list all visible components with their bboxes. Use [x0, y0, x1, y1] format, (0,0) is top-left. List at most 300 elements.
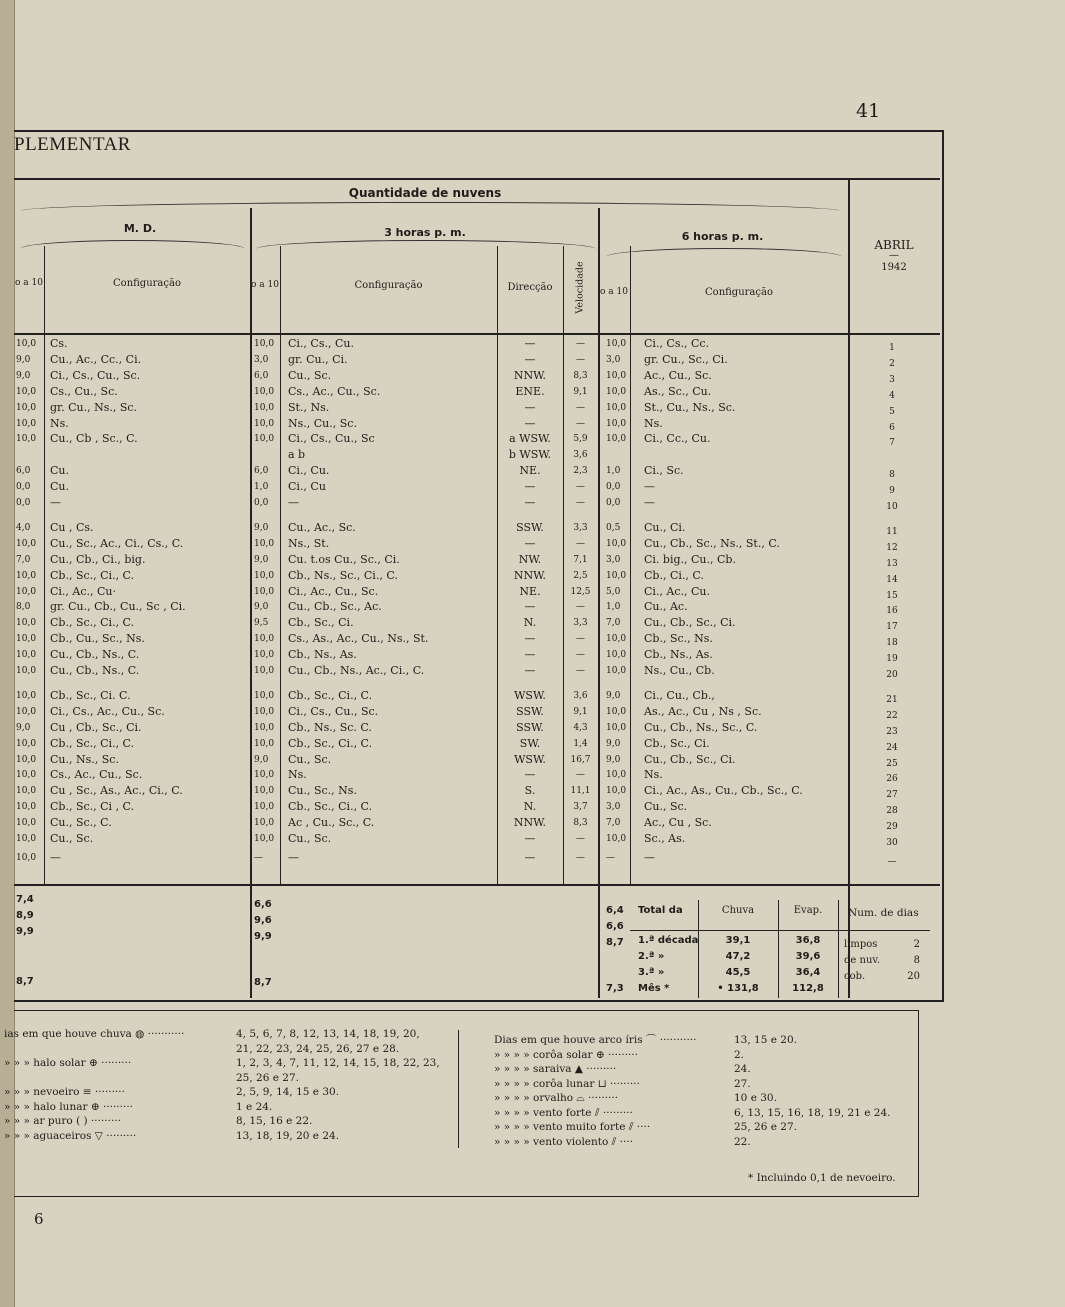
md-config: Cu.	[50, 480, 69, 494]
md-amount: 9,0	[16, 370, 31, 381]
legend-value: 10 e 30.	[734, 1092, 777, 1104]
h6-config: Ci., Ac., As., Cu., Cb., Sc., C.	[644, 784, 803, 798]
summary-md: 9,9	[16, 926, 34, 937]
h3-direction: WSW.	[514, 752, 546, 766]
h3-config: Cu., Sc.	[288, 368, 332, 382]
evap-value: 112,8	[792, 983, 824, 994]
h6-config: Cu., Sc.	[644, 800, 688, 814]
h6-amount: 10,0	[606, 370, 627, 381]
h3-amount: 10,0	[254, 402, 275, 413]
h3-amount: 10,0	[254, 634, 275, 645]
h3-direction: SSW.	[516, 720, 544, 734]
h6-amount: 10,0	[606, 386, 627, 397]
day-number: 4	[889, 390, 895, 401]
summary-3h: 9,9	[254, 931, 272, 942]
md-config: Cu , Cb., Sc., Ci.	[50, 720, 142, 734]
decade-label: Mês *	[638, 983, 670, 994]
h3-velocity: 12,5	[570, 586, 591, 597]
legend-value: 13, 18, 19, 20 e 24.	[236, 1129, 340, 1142]
md-config: Cu., Ns., Sc.	[50, 752, 119, 766]
h3-config: Cu., Cb., Ns., Ac., Ci., C.	[288, 664, 425, 677]
h6-config: Ns., Cu., Cb.	[644, 664, 715, 677]
h6-amount: 9,0	[606, 738, 621, 749]
h3-config: Cb., Ns., Sc., Ci., C.	[288, 568, 398, 582]
h3-amount: 9,0	[254, 754, 269, 765]
h6-amount: 10,0	[606, 770, 627, 781]
summary-3h: 8,7	[254, 977, 272, 988]
h3-velocity: 11,1	[570, 786, 591, 797]
md-amount: 10,0	[16, 618, 37, 629]
h3-velocity: 3,3	[573, 618, 588, 629]
h6-amount: 10,0	[606, 570, 627, 581]
h6-amount: 10,0	[606, 706, 627, 717]
h6-amount: 0,5	[606, 522, 621, 533]
md-config: Cb., Sc., Ci , C.	[50, 800, 135, 814]
summary-rule	[630, 930, 840, 931]
header-year: 1942	[881, 262, 907, 273]
legend-label: » » » halo lunar ⊕ ·········	[4, 1100, 133, 1113]
h3-direction: NE.	[519, 584, 541, 598]
limpos-value: 2	[913, 939, 920, 950]
h6-config: Ns.	[644, 416, 663, 430]
h3-velocity: —	[576, 650, 585, 661]
md-config: gr. Cu., Cb., Cu., Sc , Ci.	[50, 600, 186, 614]
md-amount: 10,0	[16, 786, 37, 797]
h6-amount: 10,0	[606, 786, 627, 797]
h6-amount: 10,0	[606, 634, 627, 645]
day-number: 1	[889, 343, 895, 353]
h3-amount: 9,5	[254, 618, 269, 629]
h3-direction: —	[524, 496, 536, 509]
md-config: Cu , Sc., As., Ac., Ci., C.	[50, 784, 183, 798]
md-amount: 10,0	[16, 402, 37, 413]
evap-value: 39,6	[795, 951, 821, 962]
md-amount: 10,0	[16, 570, 37, 581]
md-config: Cs., Cu., Sc.	[50, 384, 118, 398]
day-number: —	[887, 856, 897, 867]
h6-config: Cb., Ci., C.	[644, 568, 704, 582]
h6-config: Ci., Sc.	[644, 464, 684, 478]
day-number: 11	[886, 526, 898, 537]
md-config: Cb., Sc., Ci., C.	[50, 568, 135, 582]
h3-velocity: 7,1	[573, 554, 588, 565]
header-scale: o a 10	[15, 278, 43, 288]
legend-label: » » » » saraiva ▲ ·········	[494, 1063, 617, 1075]
h6-amount: 7,0	[606, 818, 621, 829]
h3-direction: —	[524, 352, 536, 366]
day-number: 16	[886, 606, 898, 617]
h6-amount: 0,0	[606, 498, 621, 508]
md-config: gr. Cu., Ns., Sc.	[50, 400, 138, 414]
h3-config: Ns., Cu., Sc.	[288, 416, 357, 430]
summary-md: 8,7	[16, 976, 34, 987]
h3-direction: —	[524, 337, 536, 350]
h6-amount: 10,0	[606, 339, 627, 349]
chuva-value: 39,1	[725, 935, 751, 946]
legend-value: 25, 26 e 27.	[734, 1121, 797, 1133]
md-amount: 10,0	[16, 666, 37, 676]
h3-config: Cb., Sc., Ci., C.	[288, 688, 373, 702]
md-amount: 0,0	[16, 482, 31, 493]
h3-velocity: —	[576, 834, 585, 844]
day-number: 7	[889, 438, 895, 449]
md-amount: 10,0	[16, 339, 37, 349]
col-rule	[250, 208, 252, 998]
main-table-frame	[14, 130, 944, 1002]
h3-config: Cb., Ns., Sc. C.	[288, 720, 372, 734]
h3-direction: NNW.	[513, 816, 547, 830]
h6-config: As., Sc., Cu.	[644, 384, 712, 398]
h6-config: Ci., Ac., Cu.	[644, 584, 711, 598]
legend-label: » » » » orvalho ⌓ ·········	[494, 1092, 619, 1104]
md-amount: 10,0	[16, 538, 37, 549]
md-amount: 10,0	[16, 418, 37, 429]
h3-direction: NNW.	[513, 568, 547, 582]
legend-label: Dias em que houve arco íris ⌒ ···········	[494, 1034, 697, 1046]
h3-amount: 10,0	[254, 538, 275, 549]
h6-amount: 9,0	[606, 690, 621, 701]
h3-config: Ci., Cu	[288, 480, 326, 494]
legend-value: 4, 5, 6, 7, 8, 12, 13, 14, 18, 19, 20,	[236, 1028, 420, 1040]
h6-config: Cu., Cb., Sc., Ci.	[644, 616, 736, 630]
legend-label: » » » » vento muito forte ⫽ ····	[494, 1121, 651, 1133]
h3-amount: 0,0	[254, 498, 269, 508]
h3-direction: —	[524, 832, 536, 845]
day-number: 21	[886, 694, 898, 705]
day-number: 29	[886, 822, 898, 833]
day-number: 9	[889, 486, 895, 497]
page-title: PLEMENTAR	[14, 134, 131, 155]
h3-config: gr. Cu., Ci.	[288, 352, 348, 366]
h6-config: Ci., Cc., Cu.	[644, 432, 711, 446]
h3-amount: 9,0	[254, 554, 269, 565]
legend-value: 22.	[734, 1135, 751, 1148]
h3-config: Cb., Sc., Ci.	[288, 616, 354, 630]
md-config: Ci., Cs., Cu., Sc.	[50, 368, 141, 382]
h3-direction: —	[524, 480, 536, 494]
legend-value: 2, 5, 9, 14, 15 e 30.	[236, 1086, 340, 1098]
legend-label: ias em que houve chuva ◍ ···········	[4, 1028, 185, 1040]
col-rule	[280, 246, 281, 884]
h6-config: Cu., Ci.	[644, 520, 686, 534]
md-config: Cu., Cb , Sc., C.	[50, 432, 138, 446]
h3-amount: 10,0	[254, 690, 275, 701]
h3-direction: b WSW.	[508, 448, 552, 462]
h3-direction: N.	[523, 800, 537, 814]
md-amount: 7,0	[16, 554, 31, 565]
legend-label: » » » » vento forte ⫽ ·········	[494, 1106, 633, 1119]
decade-label: 1.ª década	[638, 935, 699, 946]
md-config: Cu., Sc.	[50, 832, 94, 845]
h3-direction: —	[524, 850, 536, 864]
legend-value: 27.	[734, 1077, 751, 1090]
day-number: 17	[886, 622, 898, 633]
h3-direction: NE.	[519, 464, 541, 478]
h6-config: Ci. big., Cu., Cb.	[644, 552, 736, 566]
h6-config: Ci., Cs., Cc.	[644, 337, 710, 350]
h6-config: Cu., Cb., Ns., Sc., C.	[644, 720, 758, 734]
h3-amount: 9,0	[254, 522, 269, 533]
md-config: Cu., Cb., Ci., big.	[50, 552, 146, 566]
h3-velocity: —	[576, 339, 585, 349]
day-number: 26	[886, 774, 898, 785]
total-label: Total da	[638, 905, 683, 916]
day-number: 19	[886, 654, 898, 665]
h3-velocity: 1,4	[573, 738, 588, 749]
h6-amount: 10,0	[606, 834, 627, 844]
legend-value: 25, 26 e 27.	[236, 1071, 299, 1084]
header-scale: o a 10	[600, 287, 628, 297]
h6-config: St., Cu., Ns., Sc.	[644, 400, 736, 414]
h3-direction: —	[524, 768, 536, 782]
md-amount: 10,0	[16, 802, 37, 813]
h6-config: As., Ac., Cu , Ns , Sc.	[644, 704, 762, 718]
legend-value: 21, 22, 23, 24, 25, 26, 27 e 28.	[236, 1042, 400, 1055]
h3-config: a b	[288, 448, 306, 462]
md-config: Cu., Cb., Ns., C.	[50, 648, 140, 662]
h3-direction: —	[524, 648, 536, 662]
day-column-rule	[848, 180, 850, 998]
legend-value: 6, 13, 15, 16, 18, 19, 21 e 24.	[734, 1106, 891, 1119]
day-number: 10	[886, 502, 898, 512]
header-dash: —	[889, 250, 899, 261]
col-rule	[630, 246, 631, 884]
md-config: —	[50, 496, 61, 509]
h3-velocity: 3,3	[573, 522, 588, 533]
md-config: Cu., Sc., Ac., Ci., Cs., C.	[50, 536, 184, 550]
md-amount: 10,0	[16, 386, 37, 397]
h3-direction: a WSW.	[509, 432, 551, 446]
day-number: 30	[886, 838, 898, 848]
h6-amount: 10,0	[606, 418, 627, 429]
h6-amount: 10,0	[606, 722, 627, 733]
h3-velocity: 2,3	[573, 466, 588, 477]
h6-amount: —	[606, 852, 615, 863]
page-number: 41	[856, 100, 881, 122]
header-direccao: Direcção	[507, 282, 553, 293]
chuva-header: Chuva	[721, 905, 755, 916]
h6-config: Cb., Sc., Ci.	[644, 736, 710, 750]
cob-label: cob.	[844, 971, 866, 982]
h6-amount: 7,0	[606, 618, 621, 629]
md-config: Ci., Cs., Ac., Cu., Sc.	[50, 704, 165, 718]
h3-velocity: 5,9	[573, 434, 588, 445]
header-month: ABRIL	[874, 238, 914, 252]
h6-config: gr. Cu., Sc., Ci.	[644, 352, 728, 366]
summary-rule	[840, 930, 930, 931]
md-config: Cu , Cs.	[50, 520, 94, 534]
h3-config: Cu., Sc.	[288, 832, 332, 845]
summary-rule	[778, 900, 779, 998]
h6-config: Ns.	[644, 768, 663, 782]
h3-velocity: —	[576, 482, 585, 493]
denuv-label: de nuv.	[844, 955, 881, 966]
h3-config: Ac , Cu., Sc., C.	[288, 816, 375, 830]
legend-value: 2.	[734, 1048, 745, 1061]
h3-config: Ci., Ac., Cu., Sc.	[288, 584, 379, 598]
day-number: 22	[886, 710, 898, 721]
h3-config: —	[288, 850, 299, 864]
h3-amount: 10,0	[254, 802, 275, 813]
legend-label: » » » halo solar ⊕ ·········	[4, 1057, 132, 1069]
md-config: Cs., Ac., Cu., Sc.	[50, 768, 143, 782]
h6-config: —	[644, 496, 655, 509]
h3-velocity: 3,7	[573, 802, 588, 813]
md-config: Cu.	[50, 464, 69, 478]
md-amount: 10,0	[16, 738, 37, 749]
h3-config: Cu., Ac., Sc.	[288, 520, 356, 534]
md-amount: 10,0	[16, 634, 37, 645]
h3-velocity: —	[576, 498, 585, 508]
md-amount: 6,0	[16, 466, 31, 477]
h3-config: Cs., As., Ac., Cu., Ns., St.	[288, 632, 429, 646]
limpos-label: limpos	[844, 939, 878, 950]
h6-amount: 9,0	[606, 754, 621, 765]
legend-value: 1, 2, 3, 4, 7, 11, 12, 14, 15, 18, 22, 23,	[236, 1057, 440, 1069]
h3-direction: —	[524, 416, 536, 430]
legend-label: » » » aguaceiros ▽ ·········	[4, 1129, 137, 1142]
chuva-value: 47,2	[725, 951, 751, 962]
denuv-value: 8	[913, 955, 920, 966]
h3-amount: 10,0	[254, 570, 275, 581]
legend-label: » » » ar puro ( ) ·········	[4, 1115, 121, 1127]
h3-direction: SSW.	[516, 704, 544, 718]
h3-config: Cb., Ns., As.	[288, 648, 357, 662]
header-6h: 6 horas p. m.	[681, 230, 764, 243]
day-number: 6	[889, 422, 895, 433]
h6-config: Cu., Cb., Sc., Ns., St., C.	[644, 536, 780, 550]
h3-direction: NW.	[518, 552, 542, 566]
md-amount: 10,0	[16, 434, 37, 445]
summary-md: 8,9	[16, 910, 34, 921]
h3-amount: 10,0	[254, 786, 275, 797]
num-dias-header: Num. de dias	[848, 907, 919, 919]
h6-amount: 10,0	[606, 434, 627, 445]
chuva-value: • 131,8	[717, 983, 759, 994]
legend-label: » » » nevoeiro ≡ ·········	[4, 1086, 125, 1098]
day-number: 27	[886, 790, 898, 801]
day-number: 2	[889, 358, 895, 369]
h3-direction: WSW.	[514, 688, 546, 702]
legend-label: » » » » vento violento ⫽ ····	[494, 1135, 634, 1148]
day-number: 8	[889, 470, 895, 481]
md-amount: 10,0	[16, 690, 37, 701]
h3-direction: —	[524, 664, 536, 677]
h3-velocity: 2,5	[573, 570, 588, 581]
day-number: 25	[886, 758, 898, 769]
evap-header: Evap.	[793, 905, 823, 916]
day-number: 18	[886, 638, 898, 649]
summary-6h: 6,6	[606, 921, 624, 932]
h6-config: —	[644, 480, 655, 494]
h3-amount: 1,0	[254, 482, 269, 493]
legend-value: 1 e 24.	[236, 1100, 273, 1113]
h3-direction: —	[524, 632, 536, 646]
h3-velocity: 4,3	[573, 722, 588, 733]
md-config: Cu., Ac., Cc., Ci.	[50, 352, 142, 366]
summary-6h: 6,4	[606, 905, 624, 916]
h3-config: Cb., Sc., Ci., C.	[288, 800, 373, 814]
legend-value: 13, 15 e 20.	[734, 1034, 797, 1046]
h3-velocity: 8,3	[573, 370, 588, 381]
h6-config: Cu., Cb., Sc., Ci.	[644, 752, 736, 766]
day-number: 23	[886, 726, 898, 737]
md-amount: 0,0	[16, 498, 31, 508]
md-amount: 10,0	[16, 650, 37, 661]
h6-config: Ci., Cu., Cb.,	[644, 688, 715, 702]
h3-amount: 10,0	[254, 706, 275, 717]
evap-value: 36,8	[795, 935, 821, 946]
md-amount: 10,0	[16, 818, 37, 829]
h3-amount: —	[254, 852, 263, 863]
md-amount: 8,0	[16, 602, 31, 613]
decade-label: 3.ª »	[638, 967, 665, 978]
md-amount: 10,0	[16, 706, 37, 717]
h3-config: Ns., St.	[288, 536, 330, 550]
summary-top-rule	[14, 884, 940, 886]
h6-amount: 1,0	[606, 602, 621, 613]
day-number: 5	[889, 406, 895, 417]
h3-amount: 6,0	[254, 370, 269, 381]
h6-amount: 10,0	[606, 538, 627, 549]
h3-amount: 10,0	[254, 339, 275, 349]
day-number: 20	[886, 670, 898, 680]
h3-config: St., Ns.	[288, 400, 330, 414]
header-velocidade: Velocidade	[574, 261, 586, 314]
md-amount: 10,0	[16, 586, 37, 597]
h3-direction: SSW.	[516, 520, 544, 534]
h3-amount: 10,0	[254, 418, 275, 429]
md-config: Cu., Cb., Ns., C.	[50, 664, 140, 677]
h3-amount: 10,0	[254, 722, 275, 733]
summary-md: 7,4	[16, 894, 34, 905]
h3-velocity: 9,1	[573, 706, 588, 717]
h3-config: Cu. t.os Cu., Sc., Ci.	[288, 552, 400, 566]
h3-config: Ci., Cu.	[288, 464, 330, 478]
h6-config: —	[644, 850, 655, 864]
h3-amount: 10,0	[254, 834, 275, 844]
md-config: —	[50, 850, 61, 864]
h3-velocity: —	[576, 602, 585, 613]
h3-velocity: —	[576, 418, 585, 429]
header-config: Configuração	[705, 287, 773, 298]
cob-value: 20	[907, 971, 920, 982]
h3-config: Ns.	[288, 768, 307, 782]
md-amount: 10,0	[16, 852, 37, 863]
h3-config: Cb., Sc., Ci., C.	[288, 736, 373, 750]
md-config: Cb., Sc., Ci., C.	[50, 736, 135, 750]
h3-amount: 10,0	[254, 818, 275, 829]
h3-velocity: —	[576, 354, 585, 365]
h3-velocity: 9,1	[573, 386, 588, 397]
day-number: 28	[886, 806, 898, 817]
h6-amount: 10,0	[606, 650, 627, 661]
h3-velocity: —	[576, 634, 585, 645]
col-rule	[598, 208, 600, 998]
md-amount: 9,0	[16, 722, 31, 733]
legend-label: » » » » corôa solar ⊕ ·········	[494, 1048, 639, 1061]
day-number: 15	[886, 590, 898, 601]
h3-direction: —	[524, 536, 536, 550]
md-config: Cu., Sc., C.	[50, 816, 112, 830]
legend-value: 8, 15, 16 e 22.	[236, 1115, 313, 1127]
h6-amount: 3,0	[606, 354, 621, 365]
h6-amount: 3,0	[606, 802, 621, 813]
md-config: Cb., Sc., Ci., C.	[50, 616, 135, 630]
day-number: 14	[886, 574, 898, 585]
day-number: 12	[886, 542, 898, 553]
header-quantidade: Quantidade de nuvens	[348, 186, 502, 200]
